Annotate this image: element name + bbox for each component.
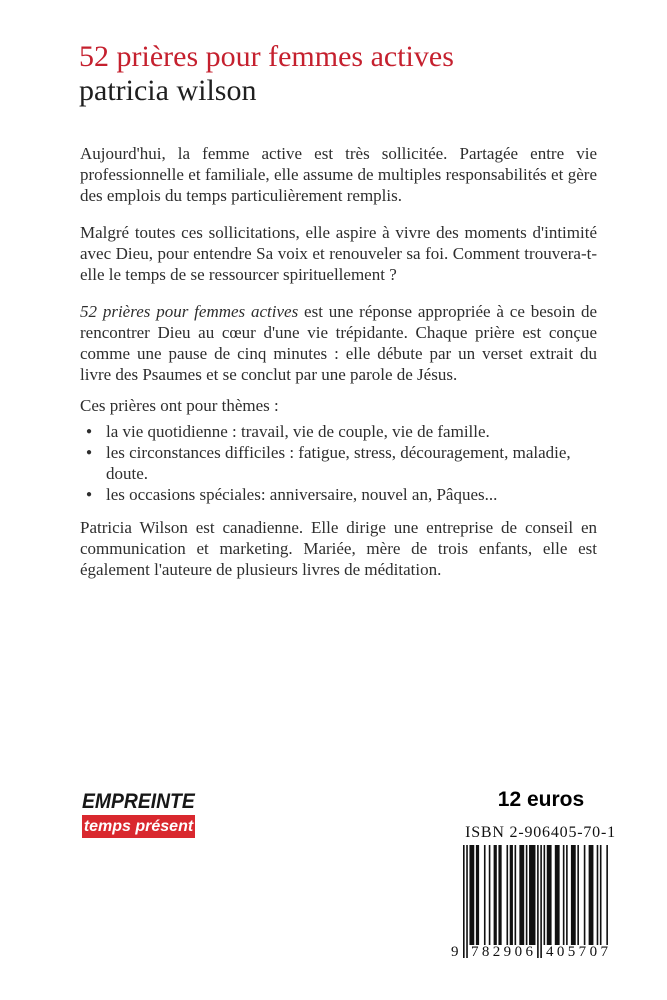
paragraph-1: Aujourd'hui, la femme active est très sollicitée. Partagée entre vie professionnelle et familiale, elle assume de multiples responsabilités et gère des emplois du temps particulièrement remplis. [80, 144, 597, 205]
barcode-bars [463, 845, 616, 958]
list-item [80, 442, 597, 484]
theme-text: la vie quotidienne : travail, vie de couple, vie de famille. [106, 422, 490, 441]
bullet-icon: ● [86, 447, 93, 458]
back-cover-description [80, 143, 597, 580]
list-item [80, 421, 597, 442]
barcode-first-digit: 9 [451, 944, 459, 960]
isbn-label: ISBN 2-906405-70-1 [465, 824, 616, 841]
list-item [80, 484, 597, 505]
barcode-digits-left: 7 8 2 9 0 6 [471, 944, 533, 960]
themes-intro: Ces prières ont pour thèmes : [80, 396, 279, 415]
author-bio: Patricia Wilson est canadienne. Elle dirige une entreprise de conseil en communication et marketing. Mariée, mère de trois enfants, elle est également l'auteure de plusieurs livres de méditation. [80, 518, 597, 579]
paragraph-3 [80, 301, 597, 385]
book-title: 52 prières pour femmes actives [79, 40, 454, 73]
themes-list [80, 421, 597, 505]
publisher-logo [82, 791, 197, 838]
bullet-icon: ● [86, 489, 93, 500]
inline-book-title: 52 prières pour femmes actives [80, 302, 299, 321]
publisher-name: EMPREINTE [82, 790, 195, 813]
ean-barcode [451, 845, 616, 963]
theme-text: les circonstances difficiles : fatigue, stress, découragement, maladie, doute. [106, 443, 571, 483]
barcode-digits-right: 4 0 5 7 0 7 [546, 944, 608, 960]
paragraph-3-text: est une réponse appropriée à ce besoin de rencontrer Dieu au cœur d'une vie trépidante. Chaque prière est conçue comme une pause de cinq minutes : elle débute par un verset extrait du livre des Psaumes et se conclut par une parole de Jésus. [80, 302, 597, 384]
header [79, 40, 599, 108]
publisher-imprint-box: temps présent [82, 815, 195, 838]
theme-text: les occasions spéciales: anniversaire, nouvel an, Pâques... [106, 485, 498, 504]
bullet-icon: ● [86, 426, 93, 437]
paragraph-2: Malgré toutes ces sollicitations, elle aspire à vivre des moments d'intimité avec Dieu, pour entendre Sa voix et renouveler sa foi. Comment trouvera-t-elle le temps de se ressourcer spirituellement ? [80, 223, 597, 284]
price-label: 12 euros [497, 788, 585, 811]
book-author: patricia wilson [79, 74, 257, 107]
